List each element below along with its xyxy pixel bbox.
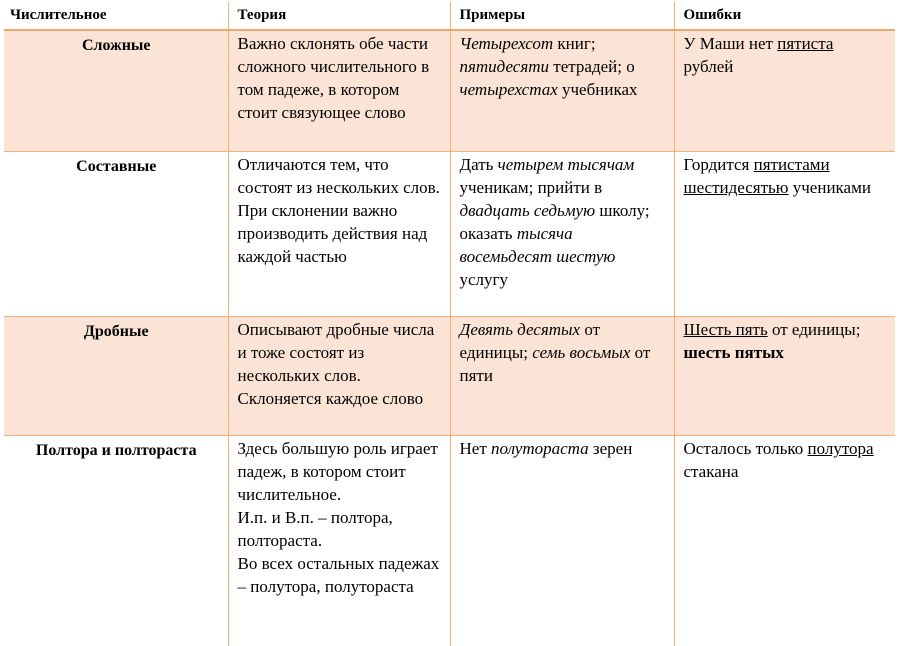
- example-text: оказать: [460, 224, 517, 243]
- theory-text: И.п. и В.п. – полтора, полтораста.: [238, 506, 442, 552]
- theory-text: Здесь большую роль играет падеж, в котором стоит числительное.: [238, 437, 442, 506]
- table-row: [4, 30, 895, 152]
- example-emphasis: Четырехсот: [460, 34, 554, 53]
- example-text: услугу: [460, 270, 509, 289]
- header-examples: Примеры: [450, 2, 674, 30]
- example-emphasis: семь восьмых: [532, 343, 630, 362]
- example-text: зерен: [589, 439, 633, 458]
- error-underlined: Шесть пять: [684, 320, 768, 339]
- error-text: У Маши нет: [684, 34, 778, 53]
- example-text: от единицы;: [460, 320, 601, 362]
- header-row: [4, 2, 895, 30]
- theory-cell: [228, 152, 450, 317]
- examples-cell: [450, 30, 674, 152]
- error-text: учениками: [789, 178, 871, 197]
- error-text: рублей: [684, 57, 734, 76]
- theory-text: Важно склонять обе части сложного числительного в том падеже, в котором стоит связующее слово: [238, 32, 442, 124]
- example-emphasis: четырехстах: [460, 80, 558, 99]
- examples-cell: [450, 152, 674, 317]
- examples-cell: [450, 436, 674, 646]
- grammar-table: [4, 2, 895, 646]
- errors-cell: [674, 317, 895, 436]
- example-text: школу;: [595, 201, 650, 220]
- theory-cell: [228, 30, 450, 152]
- example-emphasis: двадцать седьмую: [460, 201, 596, 220]
- header-theory: Теория: [228, 2, 450, 30]
- example-emphasis: четырем тысячам: [498, 155, 635, 174]
- numeral-name: Полтора и полтораста: [4, 436, 228, 646]
- theory-cell: [228, 436, 450, 646]
- example-text: о: [626, 57, 635, 76]
- example-emphasis: Девять десятых: [460, 320, 581, 339]
- error-text: Гордится: [684, 155, 754, 174]
- error-bold: шесть пятых: [684, 343, 784, 362]
- error-text: от единицы;: [768, 320, 861, 339]
- error-underlined: пятистами: [754, 155, 830, 174]
- example-text: Нет: [460, 439, 492, 458]
- theory-text: Склоняется каждое слово: [238, 387, 442, 410]
- example-emphasis: полутораста: [491, 439, 589, 458]
- examples-cell: [450, 317, 674, 436]
- header-numeral: Числительное: [4, 2, 228, 30]
- theory-text: Отличаются тем, что состоят из нескольких слов. При склонении важно производить действия над каждой частью: [238, 153, 442, 268]
- example-text: книг;: [553, 34, 595, 53]
- errors-cell: [674, 30, 895, 152]
- numeral-name: Дробные: [4, 317, 228, 436]
- error-underlined: пятиста: [777, 34, 833, 53]
- example-emphasis: пятидесяти: [460, 57, 550, 76]
- errors-cell: [674, 436, 895, 646]
- theory-cell: [228, 317, 450, 436]
- example-text: от пяти: [460, 343, 651, 385]
- example-text: прийти в: [538, 178, 603, 197]
- error-text: стакана: [684, 462, 739, 481]
- example-text: тетрадей;: [549, 57, 622, 76]
- example-text: учебниках: [558, 80, 638, 99]
- theory-text: Описывают дробные числа и тоже состоят из нескольких слов.: [238, 318, 442, 387]
- table-row: [4, 317, 895, 436]
- theory-text: Во всех остальных падежах – полутора, полутораста: [238, 552, 442, 598]
- example-text: ученикам;: [460, 178, 534, 197]
- numeral-name: Сложные: [4, 30, 228, 152]
- error-text: Осталось только: [684, 439, 808, 458]
- table-row: [4, 152, 895, 317]
- example-text: Дать: [460, 155, 498, 174]
- error-underlined: полутора: [807, 439, 873, 458]
- error-underlined: шестидесятью: [684, 178, 789, 197]
- errors-cell: [674, 152, 895, 317]
- example-emphasis: тысяча восемьдесят шестую: [460, 224, 616, 266]
- header-errors: Ошибки: [674, 2, 895, 30]
- numeral-name: Составные: [4, 152, 228, 317]
- table-row: [4, 436, 895, 646]
